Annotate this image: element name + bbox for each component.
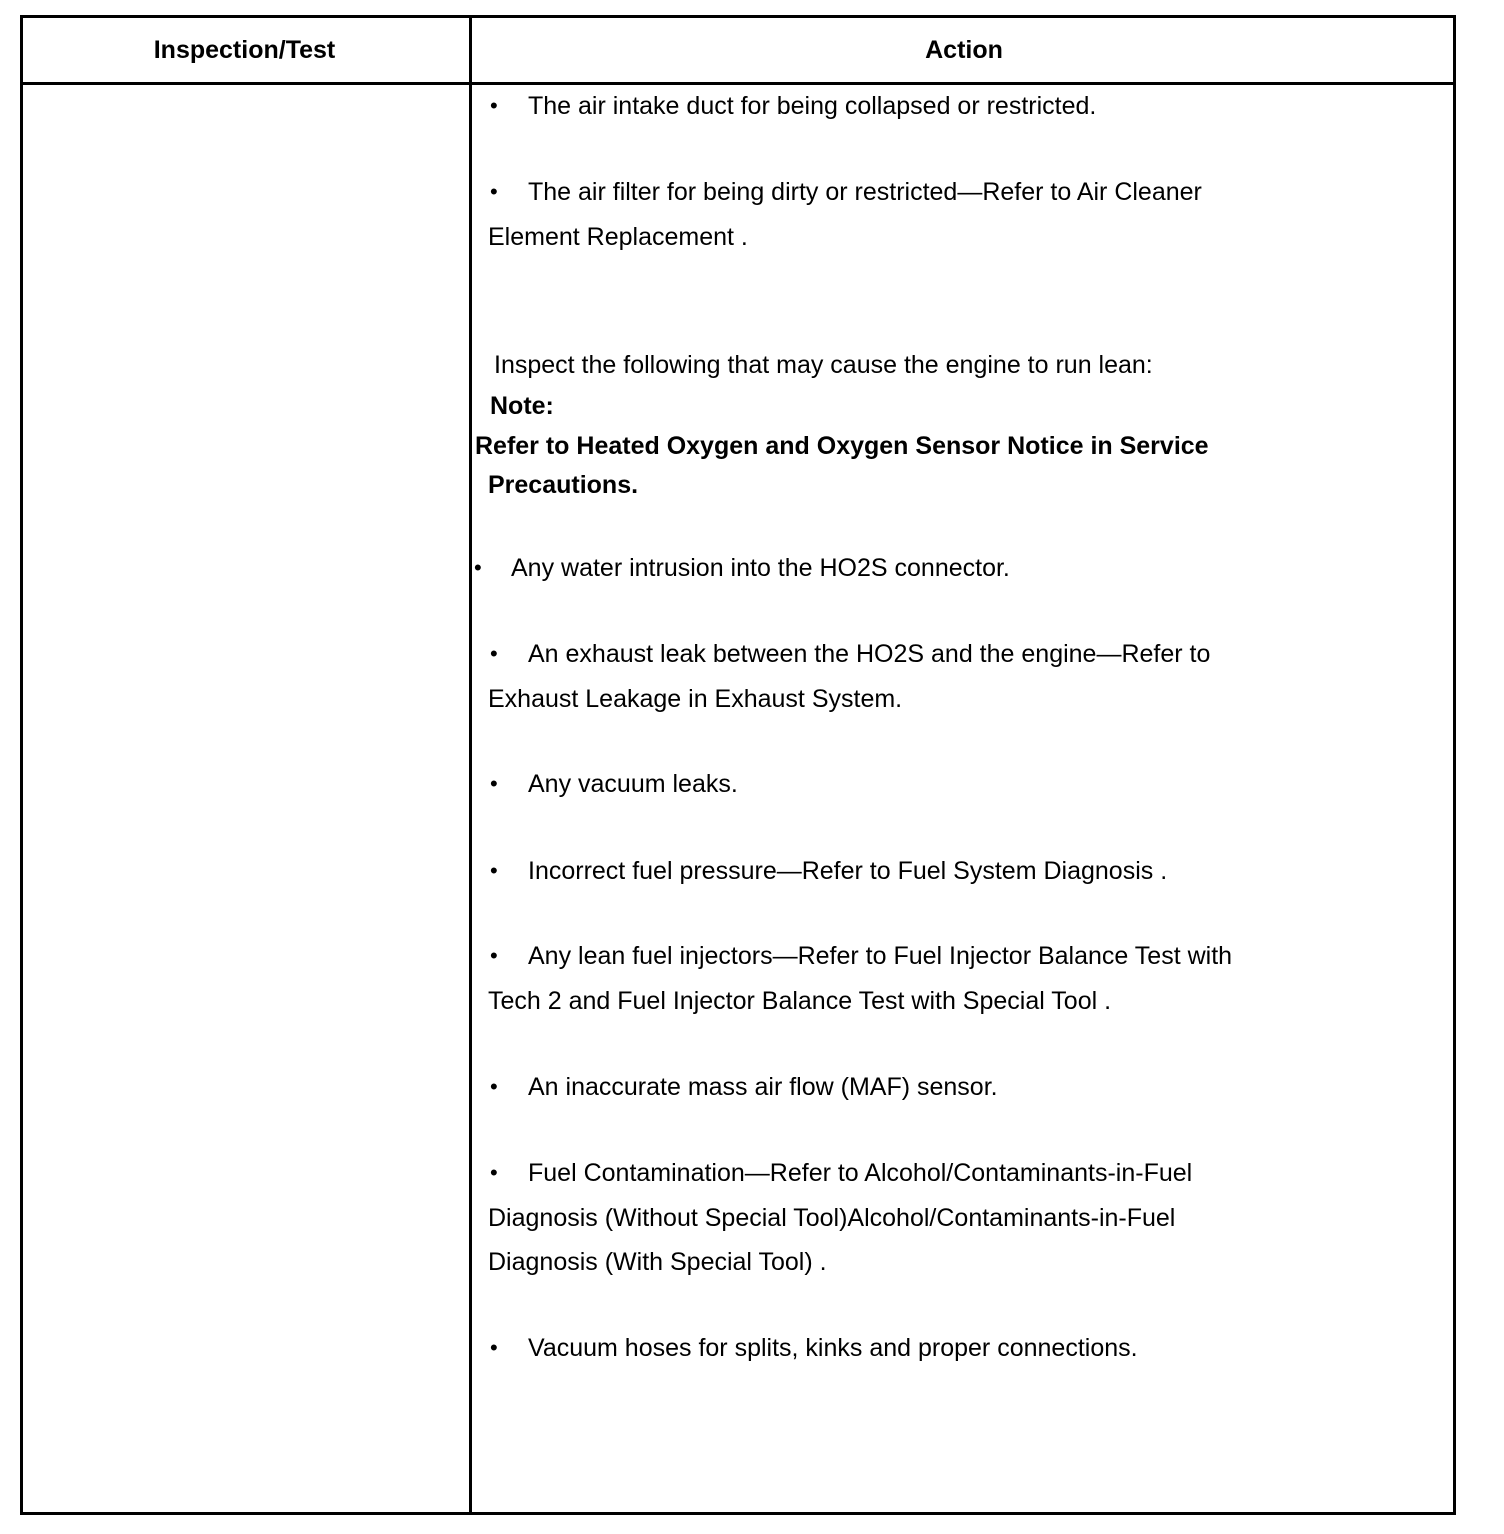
bullet-glyph: •: [474, 555, 482, 580]
header-inspection-test: Inspection/Test: [153, 36, 336, 64]
bullet-glyph: •: [490, 771, 498, 796]
action-item-lean-injectors: Any lean fuel injectors—Refer to Fuel Injector Balance Test with: [528, 942, 1233, 970]
action-item-fuel-contamination-cont: Diagnosis (Without Special Tool)Alcohol/Contaminants-in-Fuel: [488, 1204, 1176, 1232]
action-item-maf-sensor: An inaccurate mass air flow (MAF) sensor.: [528, 1073, 998, 1101]
action-item-fuel-pressure: Incorrect fuel pressure—Refer to Fuel System Diagnosis .: [528, 857, 1168, 885]
bullet-glyph: •: [490, 943, 498, 968]
bullet-glyph: •: [490, 1335, 498, 1360]
action-item-air-filter: The air filter for being dirty or restricted—Refer to Air Cleaner: [528, 178, 1202, 206]
header-divider: [20, 82, 1456, 85]
note-label: Note:: [490, 392, 554, 420]
note-text-cont: Precautions.: [488, 471, 639, 499]
action-item-exhaust-leak: An exhaust leak between the HO2S and the engine—Refer to: [528, 640, 1211, 668]
action-item-air-intake-duct: The air intake duct for being collapsed or restricted.: [528, 92, 1097, 120]
bullet-glyph: •: [490, 1074, 498, 1099]
action-item-vacuum-hoses: Vacuum hoses for splits, kinks and proper connections.: [528, 1334, 1138, 1362]
action-item-fuel-contamination: Fuel Contamination—Refer to Alcohol/Contaminants-in-Fuel: [528, 1159, 1193, 1187]
bullet-glyph: •: [490, 858, 498, 883]
header-action: Action: [925, 36, 1003, 64]
bullet-glyph: •: [490, 641, 498, 666]
action-item-lean-injectors-cont: Tech 2 and Fuel Injector Balance Test with Special Tool .: [488, 987, 1112, 1015]
action-item-water-intrusion: Any water intrusion into the HO2S connector.: [511, 554, 1010, 582]
bullet-glyph: •: [490, 93, 498, 118]
action-item-air-filter-cont: Element Replacement .: [488, 223, 748, 251]
action-item-exhaust-leak-cont: Exhaust Leakage in Exhaust System.: [488, 685, 903, 713]
action-item-fuel-contamination-cont: Diagnosis (With Special Tool) .: [488, 1248, 827, 1276]
action-item-vacuum-leaks: Any vacuum leaks.: [528, 770, 738, 798]
bullet-glyph: •: [490, 1160, 498, 1185]
note-text: Refer to Heated Oxygen and Oxygen Sensor Notice in Service: [475, 432, 1209, 460]
inspect-intro: Inspect the following that may cause the engine to run lean:: [494, 351, 1153, 379]
column-divider: [469, 15, 472, 1515]
bullet-glyph: •: [490, 179, 498, 204]
